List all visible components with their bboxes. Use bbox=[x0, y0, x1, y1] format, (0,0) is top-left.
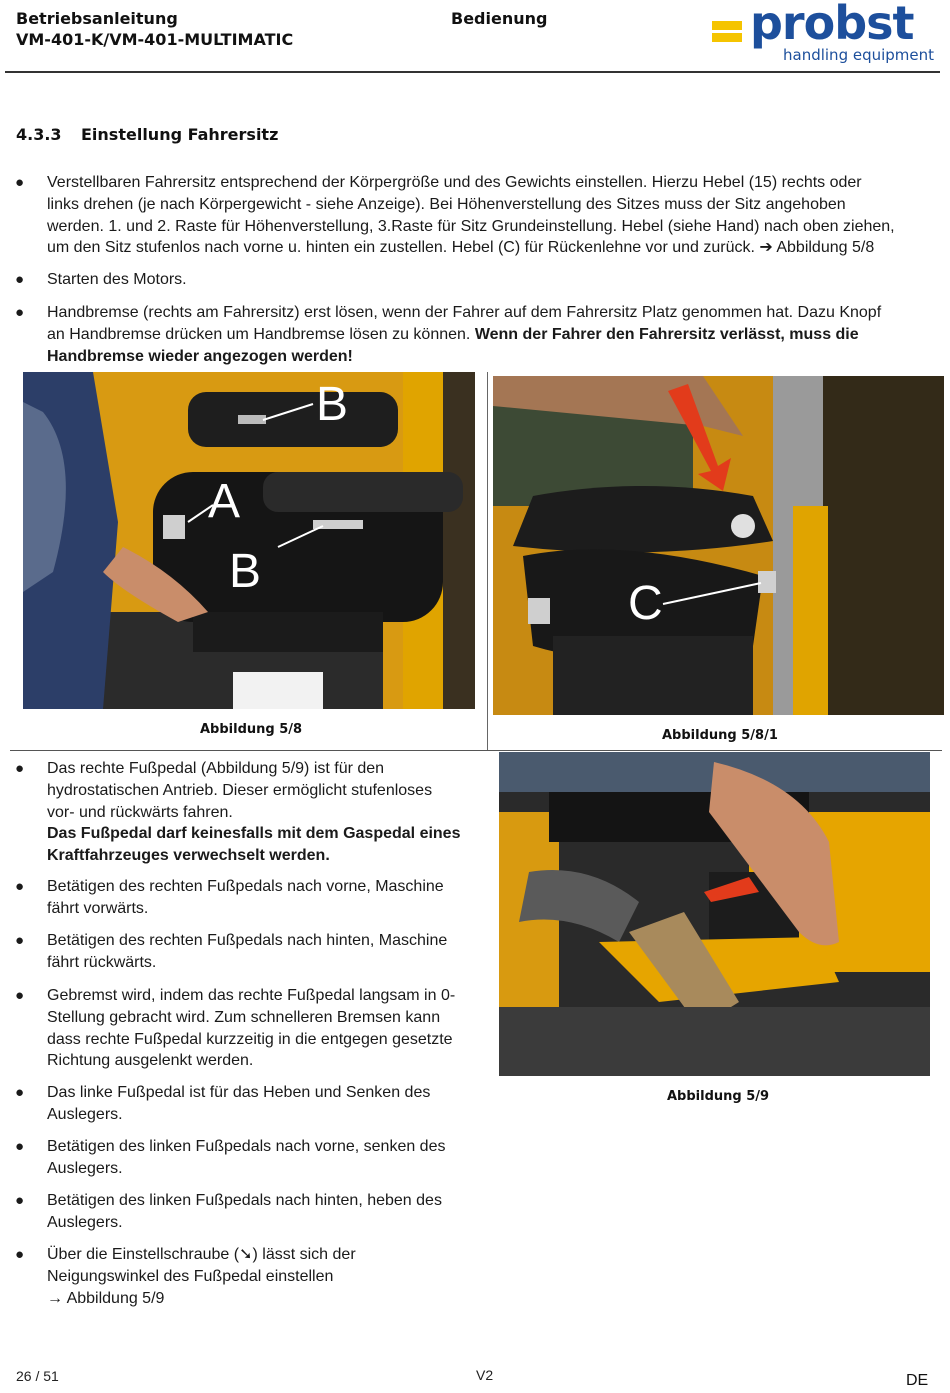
warning-text: Handbremse wieder angezogen werden! bbox=[47, 347, 353, 365]
list-item-line: dass rechte Fußpedal kurzzeitig in die entgegen gesetzte bbox=[47, 1030, 453, 1048]
manual-title: Betriebsanleitung bbox=[16, 9, 178, 28]
bullet-marker: ● bbox=[15, 987, 25, 1004]
list-item-line: Betätigen des linken Fußpedals nach hinten, heben des bbox=[47, 1192, 442, 1209]
warning-text: Wenn der Fahrer den Fahrersitz verlässt, muss die bbox=[474, 325, 859, 343]
section-title: Bedienung bbox=[451, 9, 548, 28]
page-number: 26 / 51 bbox=[16, 1368, 59, 1384]
bullet-marker: ● bbox=[15, 174, 25, 191]
list-item-line: Auslegers. bbox=[47, 1105, 123, 1123]
seat-adjustment-photo bbox=[23, 372, 475, 709]
header-rule bbox=[5, 71, 940, 73]
list-item-line: Auslegers. bbox=[47, 1213, 123, 1231]
list-item bbox=[47, 269, 937, 291]
bullet-marker: ● bbox=[15, 760, 25, 777]
list-item-line: Verstellbaren Fahrersitz entsprechend der Körpergröße und des Gewichts einstellen. Hierzu Hebel (15) rechts oder bbox=[47, 174, 862, 191]
list-item bbox=[47, 1136, 487, 1180]
figure-row-rule bbox=[10, 750, 942, 751]
list-item bbox=[47, 302, 937, 367]
figure-caption: Abbildung 5/8/1 bbox=[662, 728, 778, 743]
heading-number: 4.3.3 bbox=[16, 125, 62, 144]
photo-label-b-bottom: B bbox=[229, 545, 262, 598]
bullet-marker: ● bbox=[15, 1246, 25, 1263]
list-item-line: Gebremst wird, indem das rechte Fußpedal langsam in 0- bbox=[47, 987, 456, 1004]
list-item-line: Betätigen des linken Fußpedals nach vorne, senken des bbox=[47, 1138, 446, 1155]
foot-pedal-photo bbox=[499, 752, 930, 1076]
list-item-line: Richtung ausgelenkt werden. bbox=[47, 1052, 254, 1070]
figure-caption: Abbildung 5/9 bbox=[667, 1089, 770, 1104]
list-item-line: Das rechte Fußpedal (Abbildung 5/9) ist für den bbox=[47, 760, 385, 777]
bullet-marker: ● bbox=[15, 1192, 25, 1209]
bullet-marker: ● bbox=[15, 932, 25, 949]
list-item-line: Betätigen des rechten Fußpedals nach hinten, Maschine bbox=[47, 932, 448, 949]
probst-logo bbox=[710, 0, 935, 68]
figure-caption: Abbildung 5/8 bbox=[200, 722, 303, 737]
version-label: V2 bbox=[476, 1367, 494, 1383]
list-item-line bbox=[47, 324, 937, 346]
list-item bbox=[47, 758, 487, 867]
list-item bbox=[47, 930, 487, 974]
logo-tagline: handling equipment bbox=[783, 46, 935, 64]
list-item-text: an Handbremse drücken um Handbremse lösen zu können. bbox=[47, 325, 471, 343]
list-item-line: werden. 1. und 2. Raste für Höhenverstellung, 3.Raste für Sitz Grundeinstellung. Hebel (siehe Hand) nach oben ziehen, bbox=[47, 217, 895, 235]
list-item-line: Auslegers. bbox=[47, 1159, 123, 1177]
list-item-line: links drehen (je nach Körpergewicht - siehe Anzeige). Bei Höhenverstellung des Sitzes muss der Sitz angehoben bbox=[47, 195, 846, 213]
heading-title: Einstellung Fahrersitz bbox=[81, 125, 279, 144]
list-item bbox=[47, 1082, 487, 1126]
bullet-marker: ● bbox=[15, 1084, 25, 1101]
language-code: DE bbox=[906, 1372, 929, 1389]
list-item-line: Stellung gebracht wird. Zum schnelleren Bremsen kann bbox=[47, 1008, 441, 1026]
warning-text: Kraftfahrzeuges verwechselt werden. bbox=[47, 847, 330, 865]
list-item-line: Starten des Motors. bbox=[47, 271, 187, 288]
bullet-marker: ● bbox=[15, 878, 25, 895]
list-item bbox=[47, 1244, 487, 1309]
logo-word: probst bbox=[750, 0, 914, 50]
list-item bbox=[47, 876, 487, 920]
list-item-line: Über die Einstellschraube (➘) lässt sich der bbox=[47, 1246, 356, 1263]
backrest-lever-photo bbox=[493, 376, 944, 715]
logo-yellow-bar bbox=[712, 33, 742, 42]
list-item bbox=[47, 172, 937, 259]
list-item bbox=[47, 985, 487, 1072]
list-item-line: hydrostatischen Antrieb. Dieser ermöglicht stufenloses bbox=[47, 781, 433, 799]
list-item-line: fährt rückwärts. bbox=[47, 953, 157, 971]
logo-yellow-bar bbox=[712, 21, 742, 30]
photo-label-a: A bbox=[208, 475, 241, 528]
list-item-line: fährt vorwärts. bbox=[47, 899, 149, 917]
photo-label-c: C bbox=[628, 577, 663, 630]
warning-text: Das Fußpedal darf keinesfalls mit dem Gaspedal eines bbox=[47, 825, 461, 843]
photo-label-b-top: B bbox=[316, 378, 349, 431]
list-item-line: Das linke Fußpedal ist für das Heben und Senken des bbox=[47, 1084, 431, 1101]
list-item-line: um den Sitz stufenlos nach vorne u. hinten ein zustellen. Hebel (C) für Rückenlehne vor und zurück. ➔ Abbildung 5/8 bbox=[47, 239, 875, 257]
list-item-line: Neigungswinkel des Fußpedal einstellen bbox=[47, 1267, 334, 1285]
list-item-line: → Abbildung 5/9 bbox=[47, 1289, 165, 1307]
bullet-marker: ● bbox=[15, 271, 25, 288]
model-title: VM-401-K/VM-401-MULTIMATIC bbox=[16, 30, 294, 49]
list-item bbox=[47, 1190, 487, 1234]
figure-divider bbox=[487, 372, 488, 750]
bullet-marker: ● bbox=[15, 1138, 25, 1155]
list-item-line: Handbremse (rechts am Fahrersitz) erst lösen, wenn der Fahrer auf dem Fahrersitz Platz genommen hat. Dazu Knopf bbox=[47, 304, 882, 321]
list-item-line: Betätigen des rechten Fußpedals nach vorne, Maschine bbox=[47, 878, 444, 895]
bullet-marker: ● bbox=[15, 304, 25, 321]
list-item-line: vor- und rückwärts fahren. bbox=[47, 803, 233, 821]
